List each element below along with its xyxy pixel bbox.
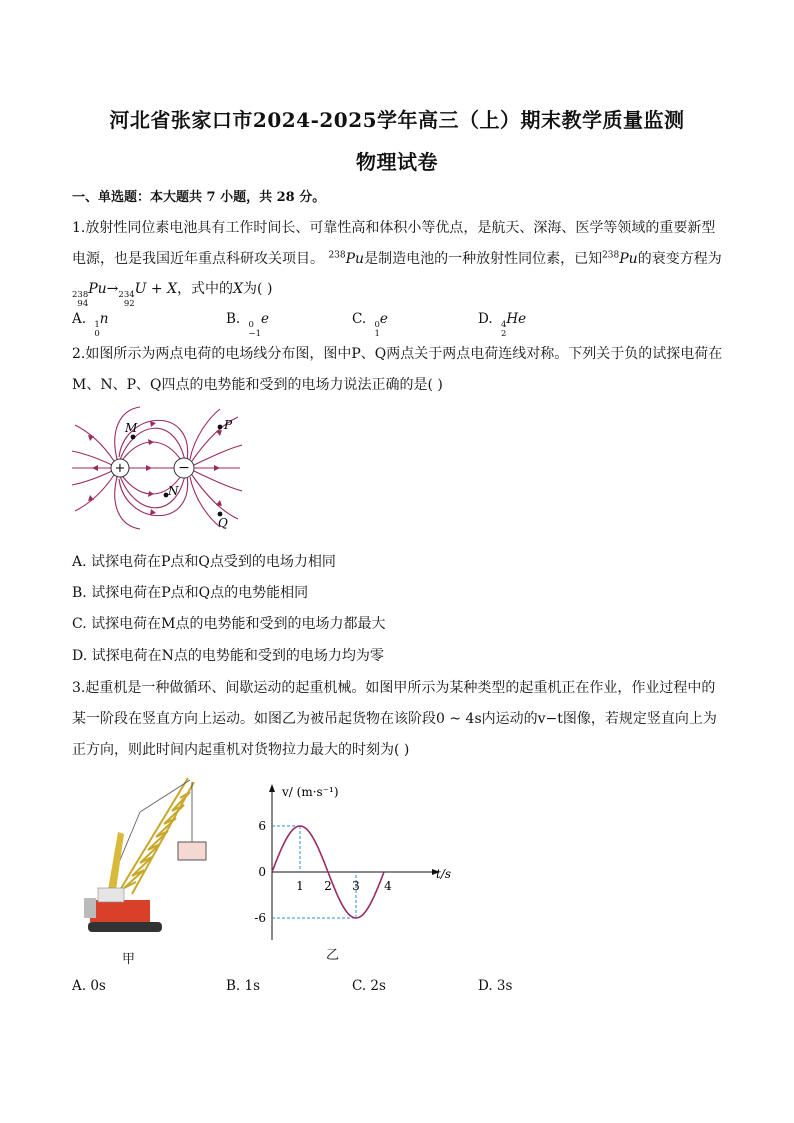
x-tick-label: 4 <box>384 879 392 893</box>
q2-option-d[interactable]: D. 试探电荷在N点的电势能和受到的电场力均为零 <box>72 648 384 664</box>
eq-u-symbol: U <box>134 281 147 297</box>
point-n-label: N <box>168 484 179 498</box>
option-z: 1 <box>374 329 380 339</box>
q1-text-b: 是制造电池的一种放射性同位素，已知 <box>364 251 603 267</box>
y-axis-label: v/ (m·s⁻¹) <box>282 785 339 799</box>
arrow-icon <box>88 435 94 441</box>
field-line <box>72 451 112 465</box>
fig-a-caption: 甲 <box>122 952 136 967</box>
q1-option-c[interactable] <box>352 311 388 339</box>
x-symbol: X <box>233 281 244 297</box>
negative-charge-label: − <box>178 460 190 476</box>
point-m-label: M <box>125 421 138 435</box>
crane-body <box>90 900 150 922</box>
option-mass: 0 <box>248 320 254 330</box>
pu-mass-2: 238 <box>602 250 620 261</box>
option-mass: 0 <box>374 320 380 330</box>
field-line <box>192 475 238 519</box>
arrow-icon <box>88 495 94 501</box>
pu-symbol: Pu <box>345 251 365 267</box>
q2-option-b[interactable]: B. 试探电荷在P点和Q点的电势能相同 <box>72 585 309 601</box>
field-line <box>120 442 183 463</box>
positive-charge-label: + <box>114 461 126 476</box>
fig-b-caption: 乙 <box>326 948 340 963</box>
eq-pu-symbol: Pu <box>88 281 107 297</box>
eq-u-mass: 234 <box>118 290 135 300</box>
point-p <box>218 425 223 430</box>
option-label: A. <box>72 311 87 327</box>
option-z: 0 <box>94 329 100 339</box>
option-z: −1 <box>248 329 262 339</box>
q1-line1: 1.放射性同位素电池具有工作时间长、可靠性高和体积小等优点，是航天、深海、医学等领域的重要新型 <box>72 220 716 236</box>
q3-option-c[interactable]: C. 2s <box>352 978 386 994</box>
q1-option-a[interactable] <box>72 311 108 339</box>
crane-boom <box>120 778 194 894</box>
option-symbol: He <box>506 311 527 327</box>
q2-option-a[interactable]: A. 试探电荷在P点和Q点受到的电场力相同 <box>72 554 336 570</box>
q2-option-c[interactable]: C. 试探电荷在M点的电势能和受到的电场力都最大 <box>72 616 386 632</box>
eq-arrow: → <box>106 281 119 297</box>
arrow-icon <box>146 465 152 471</box>
q3-line1: 3.起重机是一种做循环、间歇运动的起重机械。如图甲所示为某种类型的起重机正在作业，作业过程中的 <box>72 680 716 696</box>
q3-line3: 正方向，则此时间内起重机对货物拉力最大的时刻为( ) <box>72 742 410 758</box>
arrow-icon <box>216 500 222 506</box>
field-line <box>190 477 220 527</box>
q1-text-a: 电源，也是我国近年重点科研攻关项目。 <box>72 251 324 267</box>
paper-title: 河北省张家口市2024-2025学年高三（上）期末教学质量监测 <box>109 108 685 132</box>
x-tick-label: 3 <box>352 879 360 893</box>
arrow-icon <box>150 509 156 515</box>
q2-line1: 2.如图所示为两点电荷的电场线分布图，图中P、Q两点关于两点电荷连线对称。下列关于负的试探电荷在 <box>72 346 723 362</box>
point-p-label: P <box>224 418 233 432</box>
arrow-icon <box>150 421 156 427</box>
pu-symbol-2: Pu <box>619 251 638 267</box>
option-mass: 1 <box>94 320 100 330</box>
q1-equation-line <box>72 278 272 309</box>
field-line <box>75 425 114 461</box>
y-axis-arrow-icon <box>269 784 275 792</box>
y-tick-label: 0 <box>258 865 266 879</box>
q3-option-b[interactable]: B. 1s <box>226 978 261 994</box>
option-symbol: e <box>379 311 388 327</box>
option-label: B. <box>226 311 241 327</box>
y-tick-label: -6 <box>254 911 266 925</box>
point-m <box>131 435 136 440</box>
q1-option-d[interactable] <box>478 311 526 339</box>
q1-text-c: 的衰变方程为 <box>637 251 722 267</box>
field-line <box>115 477 140 529</box>
option-mass: 4 <box>500 320 507 330</box>
arrow-icon <box>214 465 220 471</box>
eq-pu-mass: 238 <box>72 290 89 300</box>
q1-text-d: ，式中的 <box>177 281 234 297</box>
crane-cab <box>98 888 124 902</box>
x-axis-label: t/s <box>436 867 452 881</box>
paper-subtitle: 物理试卷 <box>356 150 438 174</box>
q1-option-b[interactable] <box>226 311 269 339</box>
x-tick-label: 1 <box>296 879 304 893</box>
field-line <box>72 471 112 485</box>
option-symbol: e <box>261 311 270 327</box>
option-label: D. <box>478 311 493 327</box>
electric-field-diagram <box>70 405 250 535</box>
arrow-icon <box>148 491 154 497</box>
vt-chart <box>252 780 462 965</box>
pu-mass: 238 <box>328 250 346 261</box>
arrow-icon <box>216 430 222 436</box>
q1-line2 <box>72 248 722 268</box>
q3-option-d[interactable]: D. 3s <box>478 978 513 994</box>
x-tick-label: 2 <box>324 879 332 893</box>
eq-plus-x: + X <box>150 281 178 297</box>
q3-line2: 某一阶段在竖直方向上运动。如图乙为被吊起货物在该阶段0 ~ 4s内运动的v−t图像，若规定竖直向上为 <box>72 711 717 727</box>
q2-line2: M、N、P、Q四点的电势能和受到的电场力说法正确的是( ) <box>72 377 443 393</box>
q3-option-a[interactable]: A. 0s <box>72 978 106 994</box>
field-line <box>190 409 220 459</box>
crane-illustration <box>80 772 210 942</box>
cargo-box <box>178 842 206 860</box>
y-tick-label: 6 <box>258 819 266 833</box>
point-q-label: Q <box>218 516 228 530</box>
crane-mast <box>108 832 124 890</box>
eq-pu-z: 94 <box>77 299 89 309</box>
option-label: C. <box>352 311 367 327</box>
option-symbol: n <box>99 311 109 327</box>
arrow-icon <box>92 465 98 471</box>
arrow-icon <box>148 439 154 445</box>
crane-counterweight <box>84 898 96 918</box>
crane-tracks <box>88 922 162 932</box>
eq-u-z: 92 <box>123 299 135 309</box>
section-heading: 一、单选题：本大题共 7 小题，共 28 分。 <box>72 190 326 205</box>
field-line <box>75 475 114 511</box>
option-z: 2 <box>500 329 507 339</box>
q1-text-e: 为( ) <box>243 281 273 297</box>
